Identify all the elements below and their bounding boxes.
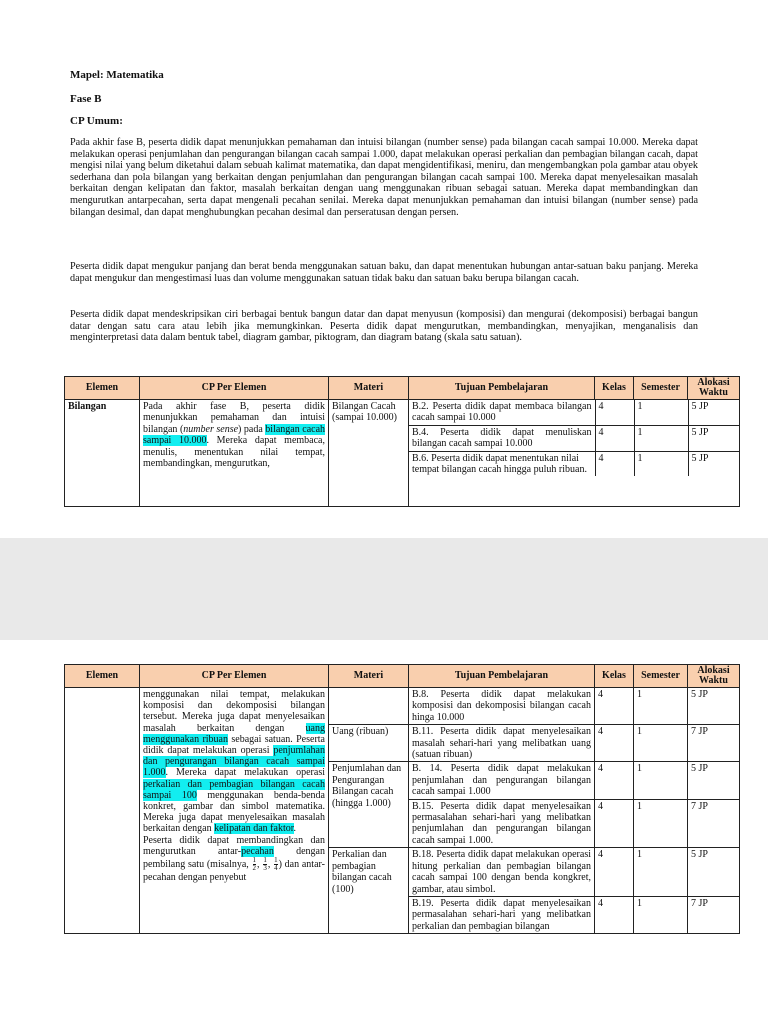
tujuan-cell: B.8. Peserta didik dapat melakukan komposisi dan dekomposisi bilangan cacah hinga 10.000 [409, 688, 595, 725]
highlighted-text: penjumlahan dan pengurangan bilangan cacah sampai 1.000 [143, 745, 325, 779]
materi-cell: Penjumlahan dan Pengurangan Bilangan cacah (hingga 1.000) [329, 762, 409, 848]
highlighted-text: bilangan cacah sampai 10.000 [143, 423, 326, 447]
kelas-cell: 4 [595, 400, 634, 425]
fraction [274, 857, 278, 872]
alokasi-cell: 7 JP [688, 725, 740, 762]
header-elemen: Elemen [65, 665, 140, 688]
paragraph-3: Peserta didik dapat mendeskripsikan ciri berbagai bentuk bangun datar dan dapat menyusun (komposisi) dan mengurai (dekomposisi) berbagai bangun datar dengan satu cara atau lebih jika memungkinkan. Peserta didik dapat mengurutkan, membandingkan, menyajikan, menganalisis dan menginterpretasi data dalam bentuk tabel, diagram gambar, piktogram, dan diagram batang (skala satu satuan). [70, 309, 698, 344]
tujuan-cell: B.18. Peserta didik dapat melakukan operasi hitung perkalian dan pembagian bilangan cacah sampai 100 dengan benda kongkret, gambar, atau simbol. [409, 848, 595, 897]
cp-text: ) dan antar-pecahan dengan penyebut [143, 858, 325, 884]
cp-text: dengan pembilang satu (misalnya, [143, 845, 325, 870]
tujuan-cell: B.11. Peserta didik dapat menyelesaikan masalah sehari-hari yang melibatkan uang (satuan ribuan) [409, 725, 595, 762]
semester-cell: 1 [634, 848, 688, 897]
semester-cell: 1 [634, 725, 688, 762]
fraction-denominator: 3 [263, 864, 267, 873]
document-page-2 [0, 640, 768, 1024]
header-kelas: Kelas [595, 377, 634, 400]
materi-cell: Bilangan Cacah (sampai 10.000) [329, 400, 409, 507]
highlighted-text: pecahan [241, 845, 274, 857]
header-kelas: Kelas [595, 665, 634, 688]
fraction-denominator: 2 [252, 864, 257, 873]
alokasi-cell: 5 JP [688, 688, 740, 725]
header-alokasi: Alokasi Waktu [688, 377, 740, 400]
semester-cell: 1 [634, 688, 688, 725]
fraction-denominator: 4 [274, 864, 278, 873]
kelas-cell: 4 [595, 425, 634, 451]
objective-row [409, 425, 740, 451]
cp-text: . [293, 823, 297, 835]
table-row [65, 688, 740, 725]
header-materi: Materi [329, 665, 409, 688]
header-elemen: Elemen [65, 377, 140, 400]
semester-cell: 1 [634, 799, 688, 848]
header-semester: Semester [634, 377, 688, 400]
tujuan-cell: B. 14. Peserta didik dapat melakukan penjumlahan dan pengurangan bilangan cacah sampai 1.000 [409, 762, 595, 799]
semester-cell: 1 [634, 896, 688, 933]
kelas-cell: 4 [595, 799, 634, 848]
alokasi-cell: 7 JP [688, 896, 740, 933]
header-tujuan: Tujuan Pembelajaran [409, 665, 595, 688]
materi-cell: Uang (ribuan) [329, 725, 409, 762]
kelas-cell: 4 [595, 762, 634, 799]
kelas-cell: 4 [595, 725, 634, 762]
semester-cell: 1 [634, 762, 688, 799]
objective-row [409, 400, 740, 425]
alokasi-cell: 5 JP [688, 425, 740, 451]
fraction-numerator: 1 [274, 856, 278, 865]
cp-table-1 [64, 376, 740, 507]
cp-cell [140, 400, 329, 507]
materi-cell [329, 688, 409, 725]
cp-text: Peserta didik dapat membandingkan dan mengurutkan antar- [143, 834, 325, 857]
cp-text: menggunakan nilai tempat, melakukan komposisi dan dekomposisi bilangan tersebut. Mereka juga dapat menyelesaikan masalah berkaitan dengan [143, 689, 325, 734]
objective-row [409, 451, 740, 476]
subject-heading: Mapel: Matematika [70, 69, 164, 81]
highlighted-text: kelipatan dan faktor [214, 823, 294, 835]
table-header-row [65, 377, 740, 400]
kelas-cell: 4 [595, 688, 634, 725]
tujuan-cell: B.6. Peserta didik dapat menentukan nilai tempat bilangan cacah hingga puluh ribuan. [412, 452, 587, 476]
cp-italic-text: number sense [183, 423, 239, 435]
cp-text: menggunakan benda-benda konkret, gambar dan simbol matematika. Mereka juga dapat menyelesaikan masalah berkaitan dengan [143, 789, 325, 835]
highlighted-text: perkalian dan pembagian bilangan cacah sampai 100 [143, 778, 325, 801]
objectives-cell [409, 400, 740, 507]
tujuan-cell: B.4. Peserta didik dapat menuliskan bilangan cacah sampai 10.000 [409, 425, 595, 451]
cp-table-2 [64, 664, 740, 934]
header-alokasi: Alokasi Waktu [688, 665, 740, 688]
tujuan-cell: B.15. Peserta didik dapat menyelesaikan permasalahan sehari-hari yang melibatkan penjumlahan dan pengurangan bilangan cacah sampai 1.000. [409, 799, 595, 848]
kelas-cell: 4 [595, 451, 634, 476]
tujuan-cell: B.19. Peserta didik dapat menyelesaikan permasalahan sehari-hari yang melibatkan perkalian dan pembagian bilangan [409, 896, 595, 933]
header-cp-per-elemen: CP Per Elemen [140, 377, 329, 400]
phase-heading: Fase B [70, 93, 102, 105]
fraction-numerator: 1 [263, 856, 267, 865]
alokasi-cell: 5 JP [688, 451, 740, 476]
fraction [263, 857, 267, 872]
paragraph-2: Peserta didik dapat mengukur panjang dan berat benda menggunakan satuan baku, dan dapat menentukan hubungan antar-satuan baku panjang. Mereka dapat mengukur dan mengestimasi luas dan volume menggunakan satuan tidak baku dan satuan baku berupa bilangan cacah. [70, 261, 698, 284]
header-materi: Materi [329, 377, 409, 400]
cp-text: . Mereka dapat membaca, menulis, menentukan nilai tempat, membandingkan, mengurutkan, [143, 435, 325, 470]
table-header-row [65, 665, 740, 688]
semester-cell: 1 [634, 451, 688, 476]
paragraph-1: Pada akhir fase B, peserta didik dapat menunjukkan pemahaman dan intuisi bilangan (number sense) pada bilangan cacah sampai 10.000. Mereka dapat melakukan operasi penjumlahan dan pengurangan bilangan cacah sampai 1.000, dapat melakukan operasi perkalian dan pembagian bilangan cacah, dapat mengisi nilai yang belum diketahui dalam sebuah kalimat matematika, dan dapat mengidentifikasi, meniru, dan mengembangkan pola gambar atau obyek sederhana dan pola bilangan yang berkaitan dengan penjumlahan dan pengurangan bilangan cacah sampai 100. Mereka dapat menyelesaikan masalah berkaitan dengan kelipatan dan faktor, masalah berkaitan dengan uang menggunakan ribuan sebagai satuan. Mereka dapat membandingkan dan mengurutkan antarpecahan, serta dapat mengenali pecahan senilai. Mereka dapat menunjukkan pemahaman dan intuisi bilangan (number sense) pada bilangan desimal, dan dapat menghubungkan pecahan desimal dan perseratusan dengan persen. [70, 137, 698, 218]
cp-text: ) pada [238, 423, 266, 435]
tujuan-cell: B.2. Peserta didik dapat membaca bilangan cacah sampai 10.000 [409, 400, 595, 425]
header-cp-per-elemen: CP Per Elemen [140, 665, 329, 688]
semester-cell: 1 [634, 400, 688, 425]
elemen-cell: Bilangan [65, 400, 140, 507]
header-semester: Semester [634, 665, 688, 688]
objectives-list [409, 400, 740, 476]
cp-text: Pada akhir fase B, peserta didik menunjukkan pemahaman dan intuisi bilangan ( [143, 401, 325, 435]
cp-text: . Mereka dapat melakukan operasi [165, 767, 325, 779]
kelas-cell: 4 [595, 848, 634, 897]
alokasi-cell: 5 JP [688, 762, 740, 799]
table-row [65, 400, 740, 507]
header-tujuan: Tujuan Pembelajaran [409, 377, 595, 400]
materi-cell: Perkalian dan pembagian bilangan cacah (100) [329, 848, 409, 934]
alokasi-cell: 7 JP [688, 799, 740, 848]
semester-cell: 1 [634, 425, 688, 451]
cp-text: sebagai satuan. Peserta didik dapat melakukan operasi [143, 733, 325, 757]
elemen-cell [65, 688, 140, 934]
alokasi-cell: 5 JP [688, 848, 740, 897]
fraction [253, 857, 257, 872]
kelas-cell: 4 [595, 896, 634, 933]
alokasi-cell: 5 JP [688, 400, 740, 425]
cp-cell: menggunakan nilai tempat, melakukan komposisi dan dekomposisi bilangan tersebut. Mereka juga dapat menyelesaikan masalah berkaitan dengan uang menggunakan ribuan sebagai satuan. Peserta didik dapat melakukan operasi penjumlahan dan pengurangan bilangan cacah sampai 1.000. Mereka dapat melakukan operasi perkalian dan pembagian bilangan cacah sampai 100 menggunakan benda-benda konkret, gambar dan simbol matematika. Mereka juga dapat menyelesaikan masalah berkaitan dengan kelipatan dan faktor. Peserta didik dapat membandingkan dan mengurutkan antar-pecahan dengan pembilang satu (misalnya, $\frac{1}{2}$ , $\frac{1}{3}$ , $\frac{1}{4}$ ) dan antar-pecahan dengan penyebut [140, 688, 329, 934]
highlighted-text: uang menggunakan ribuan [143, 722, 325, 745]
cp-umum-heading: CP Umum: [70, 115, 123, 127]
fraction-numerator: 1 [252, 856, 257, 865]
